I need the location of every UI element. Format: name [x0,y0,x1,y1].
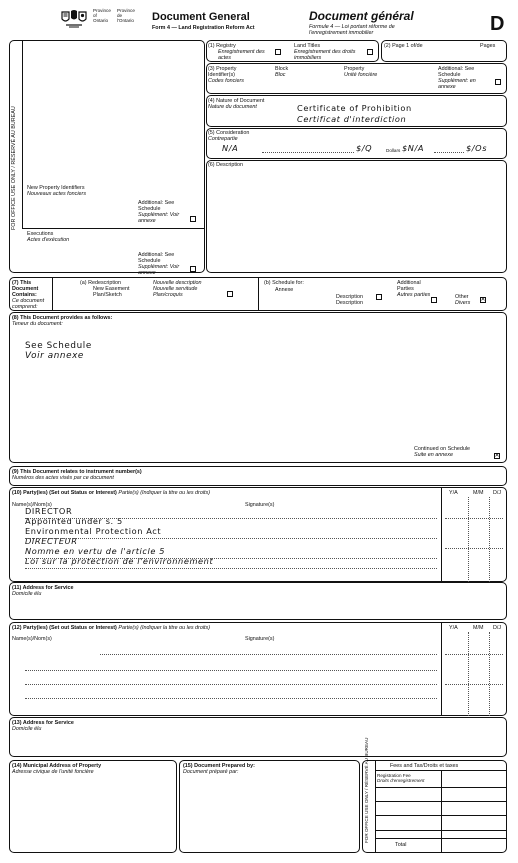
fees-total-line [375,838,507,839]
parties10-dots-2 [25,538,437,539]
subtitle-en: Form 4 — Land Registration Reform Act [152,25,255,31]
address13-en: (13) Address for Service [12,720,74,726]
block-label [275,66,288,78]
parties12-signature-header: Signature(s) [245,636,275,642]
ontario-crest-logo [60,9,88,31]
parties12-label [12,625,210,631]
parties12-dots-4 [25,698,437,699]
address13-box [9,717,507,757]
address13-fr: Domicile élu [12,726,42,732]
parties10-signature-header: Signature(s) [245,502,275,508]
parties12-date-dots-2 [445,684,503,685]
fees-side-label [364,737,374,845]
parties10-dots-4 [25,568,437,569]
parties10-day: D/J [493,490,502,496]
gov-line2-fr: de [117,13,123,18]
fees-row-line-1 [375,787,507,788]
schedule-description-checkbox[interactable] [376,294,382,300]
parties10-fr: Partie(s) (Indiquer la titre ou les droits) [118,490,211,496]
subtitle-fr: Formule 4 — Loi portant réforme de l'enregistrement immobilier [309,24,395,36]
registration-fee-en: Registration Fee [377,773,411,778]
additional2-en: Additional: See Schedule [138,252,175,264]
parties10-ym-divider [468,497,469,582]
pages-label: Pages [480,43,496,49]
continued-checkbox-checked[interactable] [494,453,500,459]
land-titles-checkbox[interactable] [367,49,373,55]
property-additional-label [438,66,492,90]
parties12-day: D/J [493,625,502,631]
schedule-desc-fr: Description [336,300,363,306]
land-titles-sub: Enregistrement des droits immobiliers [294,49,356,61]
additional1-fr: Supplément: Voir annexe [138,212,180,224]
nature-en: (4) Nature of Document [208,98,265,104]
address11-fr: Domicile élu [12,591,42,597]
other-checkbox-checked[interactable] [480,297,486,303]
prepared-en: (15) Document Prepared by: [183,763,255,769]
registration-fee-fr: Droits d'enregistrement [377,778,425,783]
block-en: Block [275,66,289,72]
redescription-fr: Nouvelle description [153,280,202,286]
consideration-value-left[interactable]: N/A [222,143,239,153]
consideration-value-right[interactable]: $N/A [402,143,425,153]
provides-line2[interactable]: Voir annexe [25,351,84,361]
consideration-dots-right [434,152,464,153]
gov-line3-en: Ontario [93,18,109,23]
parties12-en: (12) Party(ies) (Set out Status or Interest) [12,625,117,631]
parties10-date-divider [441,487,442,582]
gov-line1-fr: Province [117,8,135,13]
property-id-en: (3) Property Identifier(s) [208,66,237,78]
additional-parties-fr: Autres parties [397,292,431,298]
property-additional-checkbox[interactable] [495,79,501,85]
property-id-fr: Codes fonciers [208,78,244,84]
gov-line2-en: of [93,13,97,18]
parties12-ym-divider [468,632,469,716]
continued-label [414,446,470,458]
property-label [344,66,377,78]
property-additional-fr: Supplément: en annexe [438,78,476,90]
gov-line3-fr: l'Ontario [117,18,134,23]
parties12-date-divider [441,622,442,716]
municipal-label [12,763,101,775]
fees-amount-divider [441,770,442,853]
plan-sketch-label: Plan/Sketch [93,292,122,298]
parties10-dots-1 [25,518,437,519]
continued-en: Continued on Schedule [414,446,471,452]
page-label: (2) Page 1 of/de [384,43,423,49]
provides-fr: Teneur du document: [12,321,63,327]
relates-label [12,469,142,481]
parties10-year: Y/A [449,490,458,496]
property-fr: Unité foncière [344,72,378,78]
contains-en: (7) This Document Contains: [12,280,39,298]
municipal-en: (14) Municipal Address of Property [12,763,102,769]
schedule-for-fr: Annexe [275,287,294,293]
nature-fr: Nature du document [208,104,257,110]
side-label-divider [22,40,23,228]
registry-label: (1) Registry [208,43,236,49]
additional2-label [138,252,190,276]
consideration-dots-left [262,152,354,153]
description-box [206,160,507,273]
dollars-label: Dollars [386,148,401,153]
executions-fr: Actes d'exécution [27,237,70,243]
registration-fee-label [377,773,439,783]
gov-line1-en: Province [93,8,111,13]
parties10-date-dots-1 [445,518,503,519]
parties10-month: M/M [473,490,484,496]
additional1-label [138,200,188,224]
gov-name-fr [117,8,145,23]
nature-value-fr[interactable]: Certificat d'interdiction [297,114,407,124]
parties12-dots-1 [100,654,437,655]
provides-en: (8) This Document provides as follows: [12,315,113,321]
contains-fr: Ce document comprend: [12,298,45,310]
additional1-en: Additional: See Schedule [138,200,175,212]
fees-row-line-2 [375,801,507,802]
nature-value-en[interactable]: Certificate of Prohibition [297,103,412,113]
party-line-3[interactable]: Environmental Protection Act [25,526,162,536]
land-titles-label: Land Titles [294,43,321,49]
consideration-dollars-right: $/Os [466,143,488,153]
prepared-label [183,763,255,775]
property-additional-en: Additional: See Schedule [438,66,475,78]
provides-label [12,315,112,327]
provides-box [9,312,507,463]
gov-name-en [93,8,119,23]
executions-label [27,231,147,243]
block-fr: Bloc [275,72,286,78]
parties10-names-header: Name(s)/Nom(s) [12,502,52,508]
contains-label [12,280,52,310]
continued-fr: Suite en annexe [414,452,453,458]
title-fr: Document général [309,9,414,23]
registry-sub: Enregistrement des actes [218,49,265,61]
new-property-label [27,185,147,197]
redescription-label: (a) Redescription [80,280,122,286]
parties10-date-dots-2 [445,548,503,549]
additional-parties-checkbox[interactable] [431,297,437,303]
office-use-side-label [11,95,21,235]
parties12-month: M/M [473,625,484,631]
parties12-md-divider [489,632,490,716]
consideration-label [208,130,249,142]
additional1-checkbox[interactable] [190,216,196,222]
address11-label [12,585,74,597]
other-en: Other [455,294,469,300]
parties12-names-header: Name(s)/Nom(s) [12,636,52,642]
address13-label [12,720,74,732]
plan-sketch-fr: Plan/croquis [153,292,183,298]
parties12-dots-2 [25,670,437,671]
relates-fr: Numéros des actes visés par ce document [12,475,114,481]
registry-checkbox[interactable] [275,49,281,55]
plan-sketch-checkbox[interactable] [227,291,233,297]
contains-divider-1 [52,277,53,311]
parties10-dots-3 [25,558,437,559]
fees-side-text: FOR OFFICE USE ONLY / RÉSERVÉ AU BUREAU [364,737,369,843]
parties12-date-dots-1 [445,654,503,655]
fees-total-label: Total [395,842,407,848]
description-label: (6) Description [208,162,244,168]
other-fr: Divers [455,300,471,306]
form-letter: D [490,13,505,35]
consideration-dollars-left: $/Q [356,143,373,153]
new-property-fr: Nouveaux actes fonciers [27,191,87,197]
parties10-en: (10) Party(ies) (Set out Status or Interest) [12,490,117,496]
party-line-1[interactable]: DIRECTOR [25,506,73,516]
property-identifier-label [208,66,248,84]
additional-parties-label [397,280,437,298]
contains-divider-2 [258,277,259,311]
prepared-fr: Document préparé par: [183,769,239,775]
executions-divider [22,228,205,229]
property-en: Property [344,66,365,72]
parties12-fr: Partie(s) (Indiquer la titre ou les droits) [118,625,211,631]
schedule-description-label [336,294,376,306]
party-line-2[interactable]: Appointed under s. 5 [25,516,123,526]
provides-line1[interactable]: See Schedule [25,341,92,351]
fees-title: Fees and Tax/Droits et taxes [390,763,459,769]
parties12-year: Y/A [449,625,458,631]
municipal-fr: Adresse civique de l'unité foncière [12,769,94,775]
schedule-desc-en: Description [336,294,363,300]
party-line-5[interactable]: Nomme en vertu de l'article 5 [25,546,166,556]
new-property-en: New Property Identifiers [27,185,85,191]
relates-en: (9) This Document relates to instrument number(s) [12,469,142,475]
new-easement-fr: Nouvelle servitude [153,286,198,292]
schedule-for-label: (b) Schedule for: [264,280,304,286]
new-easement-label: New Easement [93,286,130,292]
fees-row-line-3 [375,815,507,816]
consideration-en: (5) Consideration [208,130,250,136]
executions-en: Executions [27,231,54,237]
fees-row-line-4 [375,830,507,831]
consideration-fr: Contrepartie [208,136,238,142]
address11-en: (11) Address for Service [12,585,74,591]
parties12-dots-3 [25,684,437,685]
title-en: Document General [152,11,250,23]
address11-box [9,582,507,620]
side-label-text: FOR OFFICE USE ONLY / RÉSERVÉ AU BUREAU [11,106,17,230]
nature-label [208,98,264,110]
party-line-6[interactable]: Loi sur la protection de l'environnement [25,556,214,566]
additional2-checkbox[interactable] [190,266,196,272]
additional2-fr: Supplément: Voir annexe [138,264,180,276]
fees-side-divider [375,760,376,853]
party-line-4[interactable]: DIRECTEUR [25,536,78,546]
additional-parties-en: Additional Parties [397,280,421,292]
parties10-md-divider [489,497,490,582]
parties10-label [12,490,210,496]
